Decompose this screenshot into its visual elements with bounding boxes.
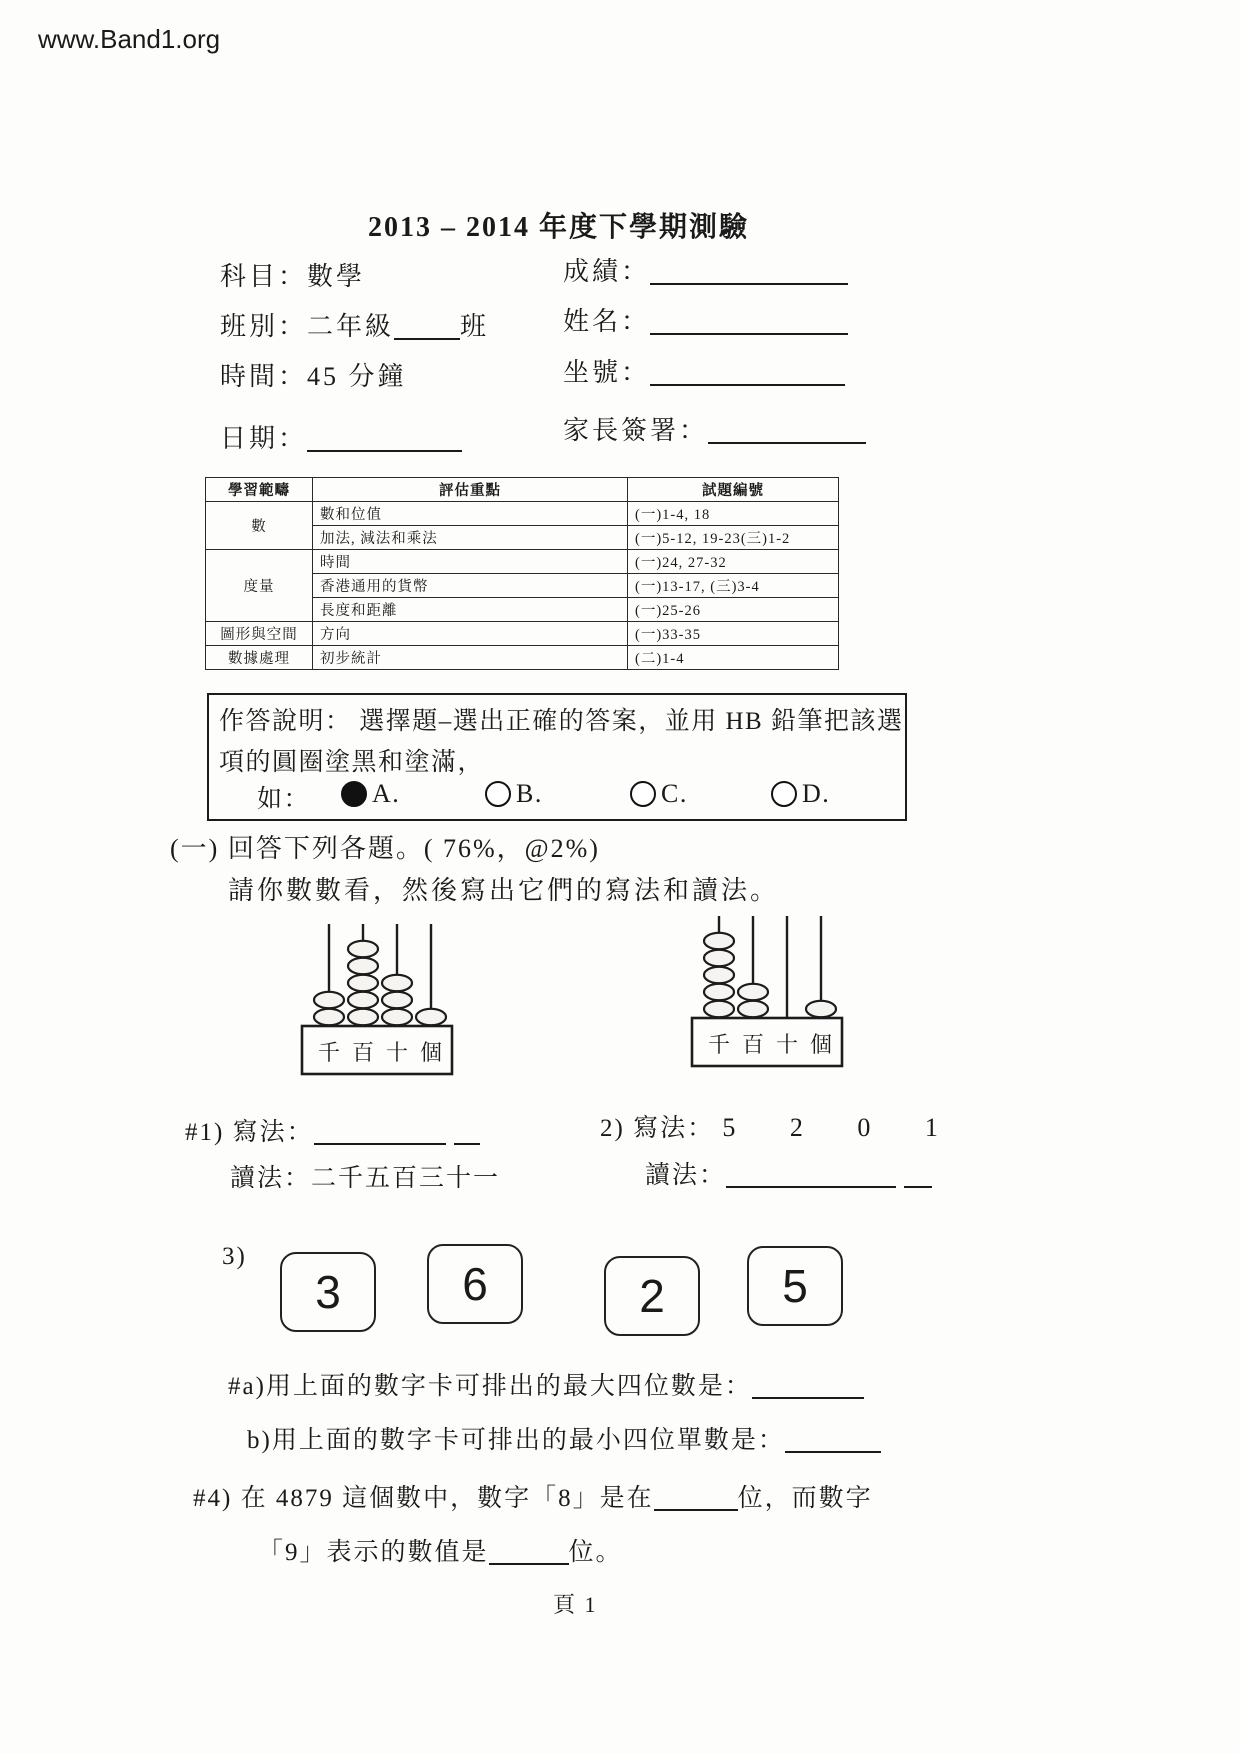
number-card-6 bbox=[427, 1244, 523, 1324]
col-header-focus: 評估重點 bbox=[313, 478, 628, 502]
seat-label: 坐號： bbox=[563, 358, 651, 387]
filled-circle-icon bbox=[341, 781, 367, 807]
instructions-line-1: 作答說明： 選擇題–選出正確的答案，並用 HB 鉛筆把該選 bbox=[219, 708, 904, 735]
q4-part2: 位，而數字 bbox=[737, 1485, 873, 1512]
question-2-write-line bbox=[600, 1108, 962, 1144]
card-value: 3 bbox=[315, 1266, 341, 1318]
abacus-right-5201 bbox=[688, 910, 846, 1077]
q2-read-blank-short bbox=[904, 1161, 932, 1188]
question-1-read-line bbox=[230, 1158, 500, 1194]
empty-circle-icon bbox=[485, 781, 511, 807]
example-label: 如： bbox=[257, 786, 311, 813]
domain-cell: 圖形與空間 bbox=[206, 622, 313, 646]
table-row bbox=[206, 646, 839, 670]
items-cell: (一)5-12, 19-23(三)1-2 bbox=[628, 526, 839, 550]
q2-read-label: 讀法： bbox=[645, 1162, 727, 1189]
q4-part3: 「9」表示的數值是 bbox=[258, 1539, 489, 1566]
table-row bbox=[206, 550, 839, 574]
items-cell: (一)1-4, 18 bbox=[628, 502, 839, 526]
abacus-left-2531 bbox=[298, 918, 456, 1085]
date-blank bbox=[307, 424, 462, 452]
q2-read-blank bbox=[726, 1161, 896, 1188]
table-row bbox=[206, 622, 839, 646]
question-1-write-line bbox=[185, 1112, 480, 1148]
table-row bbox=[206, 502, 839, 526]
q1-write-blank-short bbox=[454, 1118, 480, 1145]
score-blank bbox=[650, 257, 848, 285]
score-label: 成績： bbox=[563, 257, 651, 286]
class-suffix: 班 bbox=[460, 312, 490, 341]
items-cell: (一)13-17, (三)3-4 bbox=[628, 574, 839, 598]
seat-field bbox=[563, 352, 845, 389]
instructions-line-2: 項的圓圈塗黑和塗滿， bbox=[219, 749, 485, 776]
answer-instructions-box bbox=[207, 693, 907, 821]
q3a-text: #a)用上面的數字卡可排出的最大四位數是： bbox=[228, 1373, 752, 1400]
domain-cell: 數據處理 bbox=[206, 646, 313, 670]
time-label: 時間：45 分鐘 bbox=[220, 362, 407, 391]
seat-blank bbox=[650, 358, 845, 386]
section1-subheading: 請你數數看，然後寫出它們的寫法和讀法。 bbox=[228, 876, 780, 905]
q1-number: #1) bbox=[185, 1119, 225, 1146]
date-field bbox=[220, 418, 462, 455]
number-card-3 bbox=[280, 1252, 376, 1332]
question-4-line-1 bbox=[193, 1478, 873, 1514]
svg-text:個: 個 bbox=[419, 1040, 443, 1065]
option-b-label: B. bbox=[516, 779, 543, 808]
items-cell: (一)33-35 bbox=[628, 622, 839, 646]
items-cell: (二)1-4 bbox=[628, 646, 839, 670]
svg-text:千: 千 bbox=[317, 1040, 341, 1065]
col-header-items: 試題編號 bbox=[628, 478, 839, 502]
q1-write-label: 寫法： bbox=[232, 1119, 314, 1146]
number-card-5 bbox=[747, 1246, 843, 1326]
svg-text:十: 十 bbox=[775, 1032, 799, 1057]
number-card-2 bbox=[604, 1256, 700, 1336]
syllabus-table bbox=[205, 477, 839, 670]
subject-field bbox=[220, 256, 365, 293]
q3b-text: b)用上面的數字卡可排出的最小四位單數是： bbox=[247, 1427, 785, 1454]
class-blank bbox=[394, 312, 460, 340]
question-4-line-2 bbox=[258, 1532, 623, 1568]
parent-sign-label: 家長簽署： bbox=[563, 416, 709, 445]
focus-cell: 初步統計 bbox=[313, 646, 628, 670]
focus-cell: 方向 bbox=[313, 622, 628, 646]
option-a-example bbox=[341, 779, 400, 809]
card-value: 2 bbox=[639, 1270, 665, 1322]
svg-text:百: 百 bbox=[351, 1040, 375, 1065]
option-b-example bbox=[485, 779, 543, 809]
empty-circle-icon bbox=[630, 781, 656, 807]
q1-read-value: 二千五百三十一 bbox=[311, 1165, 501, 1192]
class-field bbox=[220, 306, 489, 343]
option-a-label: A. bbox=[372, 779, 401, 808]
time-field bbox=[220, 356, 407, 393]
q2-write-value: 5 2 0 1 bbox=[722, 1113, 962, 1142]
card-value: 6 bbox=[462, 1258, 488, 1310]
q1-write-blank bbox=[314, 1118, 446, 1145]
focus-cell: 長度和距離 bbox=[313, 598, 628, 622]
date-label: 日期： bbox=[220, 424, 308, 453]
q4-number: #4) bbox=[193, 1485, 233, 1512]
svg-text:十: 十 bbox=[385, 1040, 409, 1065]
domain-cell: 度量 bbox=[206, 550, 313, 622]
option-d-label: D. bbox=[802, 779, 831, 808]
focus-cell: 香港通用的貨幣 bbox=[313, 574, 628, 598]
items-cell: (一)24, 27-32 bbox=[628, 550, 839, 574]
q1-read-label: 讀法： bbox=[230, 1165, 312, 1192]
name-field bbox=[563, 301, 848, 338]
parent-sign-field bbox=[563, 410, 866, 447]
q3a-blank bbox=[752, 1372, 864, 1399]
q2-write-label: 寫法： bbox=[633, 1115, 715, 1142]
q4-part1: 在 4879 這個數中，數字「8」是在 bbox=[240, 1485, 654, 1512]
page-title: 2013 – 2014 年度下學期測驗 bbox=[368, 212, 750, 243]
items-cell: (一)25-26 bbox=[628, 598, 839, 622]
question-2-read-line bbox=[645, 1155, 932, 1191]
q3-number: 3) bbox=[222, 1243, 247, 1270]
empty-circle-icon bbox=[771, 781, 797, 807]
page-number: 頁 1 bbox=[553, 1592, 598, 1617]
question-3a-line bbox=[228, 1366, 864, 1402]
focus-cell: 數和位值 bbox=[313, 502, 628, 526]
score-field bbox=[563, 251, 848, 288]
domain-cell: 數 bbox=[206, 502, 313, 550]
q4-part4: 位。 bbox=[568, 1539, 623, 1566]
option-c-label: C. bbox=[661, 779, 688, 808]
col-header-domain: 學習範疇 bbox=[206, 478, 313, 502]
question-3b-line bbox=[247, 1420, 881, 1456]
svg-text:個: 個 bbox=[809, 1032, 833, 1057]
table-header-row bbox=[206, 478, 839, 502]
focus-cell: 加法, 減法和乘法 bbox=[313, 526, 628, 550]
svg-text:百: 百 bbox=[741, 1032, 765, 1057]
subject-label: 科目：數學 bbox=[220, 262, 366, 291]
q4-blank-2 bbox=[489, 1538, 569, 1565]
option-d-example bbox=[771, 779, 830, 809]
section1-heading: (一) 回答下列各題。( 76%，@2%) bbox=[170, 834, 600, 863]
svg-text:千: 千 bbox=[707, 1032, 731, 1057]
q2-number: 2) bbox=[600, 1115, 625, 1142]
name-blank bbox=[650, 307, 848, 335]
q3b-blank bbox=[785, 1426, 881, 1453]
q4-blank-1 bbox=[654, 1484, 738, 1511]
focus-cell: 時間 bbox=[313, 550, 628, 574]
class-label: 班別：二年級 bbox=[220, 312, 395, 341]
card-value: 5 bbox=[782, 1260, 808, 1312]
watermark: www.Band1.org bbox=[38, 24, 221, 54]
option-c-example bbox=[630, 779, 688, 809]
name-label: 姓名： bbox=[563, 307, 651, 336]
parent-sign-blank bbox=[708, 416, 866, 444]
